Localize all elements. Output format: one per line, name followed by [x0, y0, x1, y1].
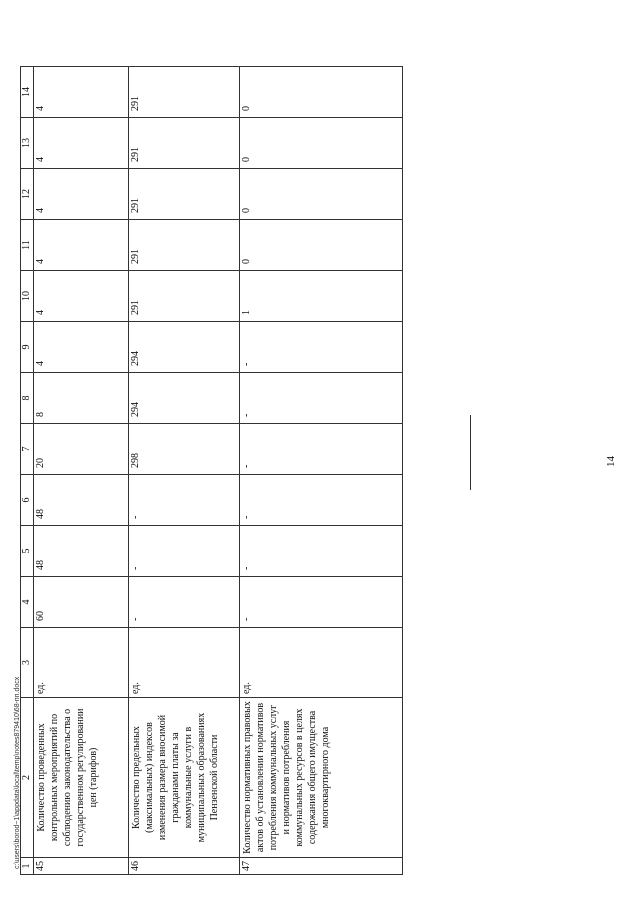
value-cell: - [240, 475, 403, 526]
header-cell: 7 [21, 424, 34, 475]
value-cell: - [129, 577, 240, 628]
indicators-table [20, 66, 403, 875]
header-cell: 13 [21, 118, 34, 169]
unit-cell: ед. [129, 628, 240, 698]
separator-line [470, 415, 471, 490]
value-cell: 0 [240, 169, 403, 220]
header-cell: 11 [21, 220, 34, 271]
header-cell: 2 [21, 698, 34, 858]
value-cell: 291 [129, 67, 240, 118]
value-cell: 291 [129, 118, 240, 169]
row-number: 47 [240, 858, 403, 875]
unit-cell: ед. [240, 628, 403, 698]
value-cell: 20 [34, 424, 129, 475]
header-cell: 4 [21, 577, 34, 628]
indicator-name: Количество предельных (максимальных) индексов изменения размера вносимой гражданами платы за коммунальные услуги в муниципальных образованиях Пензенской области [129, 698, 240, 858]
value-cell: 0 [240, 118, 403, 169]
value-cell: 4 [34, 220, 129, 271]
value-cell: - [240, 373, 403, 424]
header-cell: 10 [21, 271, 34, 322]
page-number: 14 [605, 456, 617, 467]
value-cell: 60 [34, 577, 129, 628]
value-cell: 4 [34, 118, 129, 169]
value-cell: 298 [129, 424, 240, 475]
value-cell: 1 [240, 271, 403, 322]
header-cell: 6 [21, 475, 34, 526]
header-cell: 3 [21, 628, 34, 698]
value-cell: - [240, 577, 403, 628]
value-cell: 294 [129, 373, 240, 424]
header-cell: 5 [21, 526, 34, 577]
footer-file-path: c:\users\borod~1\appdata\local\temp\notes879410\68-пп.docx [14, 676, 21, 869]
header-cell: 14 [21, 67, 34, 118]
row-number: 46 [129, 858, 240, 875]
value-cell: 291 [129, 169, 240, 220]
value-cell: 0 [240, 220, 403, 271]
table-row [34, 67, 129, 875]
value-cell: - [129, 526, 240, 577]
value-cell: 4 [34, 169, 129, 220]
value-cell: - [240, 526, 403, 577]
value-cell: 8 [34, 373, 129, 424]
header-cell: 1 [21, 858, 34, 875]
value-cell: 4 [34, 271, 129, 322]
value-cell: - [240, 322, 403, 373]
header-cell: 8 [21, 373, 34, 424]
value-cell: 48 [34, 526, 129, 577]
value-cell: 0 [240, 67, 403, 118]
value-cell: 4 [34, 67, 129, 118]
value-cell: - [240, 424, 403, 475]
header-cell: 12 [21, 169, 34, 220]
indicator-name: Количество проведенных контрольных мероприятий по соблюдению законодательства о государственном регулировании цен (тарифов) [34, 698, 129, 858]
value-cell: 48 [34, 475, 129, 526]
table-row [129, 67, 240, 875]
indicator-name: Количество нормативных правовых актов об установлении нормативов потребления коммунальных услуг и нормативов потребления коммунальных ресурсов в целях содержания общего имущества многоквартирного дома [240, 698, 403, 858]
value-cell: 291 [129, 220, 240, 271]
header-row [21, 67, 34, 875]
header-cell: 9 [21, 322, 34, 373]
value-cell: 4 [34, 322, 129, 373]
table-row [240, 67, 403, 875]
value-cell: 291 [129, 271, 240, 322]
value-cell: 294 [129, 322, 240, 373]
value-cell: - [129, 475, 240, 526]
unit-cell: ед. [34, 628, 129, 698]
row-number: 45 [34, 858, 129, 875]
